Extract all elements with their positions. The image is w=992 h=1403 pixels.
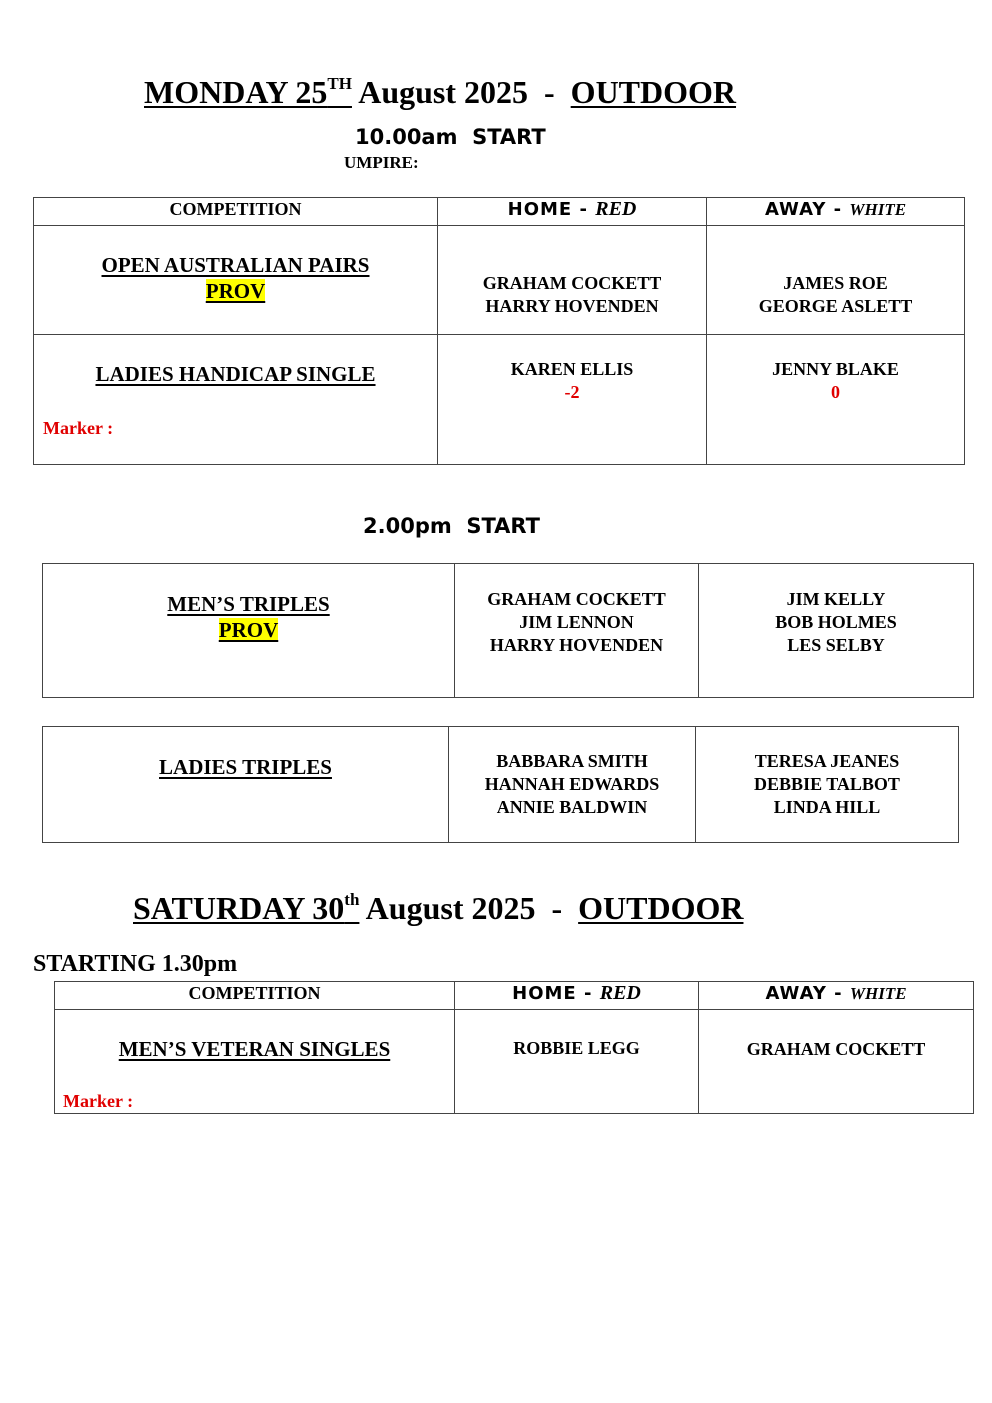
home-cell (438, 226, 707, 335)
player-name: KAREN ELLIS (510, 359, 634, 379)
away-header: AWAY - WHITE (707, 198, 965, 226)
player-name: JAMES ROE (783, 273, 888, 293)
competition-name: LADIES HANDICAP SINGLE (95, 362, 376, 386)
player-name: HANNAH EDWARDS (484, 774, 660, 794)
competition-header: COMPETITION (55, 982, 455, 1010)
competition-name: LADIES TRIPLES (159, 755, 332, 779)
player-name: JIM LENNON (519, 612, 634, 632)
table-row (43, 727, 959, 843)
home-cell (449, 727, 696, 843)
competition-cell (43, 727, 449, 843)
away-cell (707, 226, 965, 335)
umpire-label: UMPIRE: (344, 153, 419, 172)
table-row (55, 1010, 974, 1114)
prov-badge: PROV (205, 279, 266, 303)
away-cell (707, 335, 965, 465)
away-cell (699, 1010, 974, 1114)
session1-table (33, 197, 965, 465)
competition-name: OPEN AUSTRALIAN PAIRS (101, 253, 370, 277)
saturday-title: SATURDAY 30th August 2025 - OUTDOOR (133, 890, 744, 926)
player-name: GEORGE ASLETT (758, 296, 913, 316)
mens-triples-table (42, 563, 974, 698)
table-header-row (55, 982, 974, 1010)
player-name: LES SELBY (787, 635, 885, 655)
handicap-value: 0 (831, 382, 840, 402)
session2-start-time: 2.00pm START (363, 514, 540, 538)
competition-name: MEN’S VETERAN SINGLES (118, 1037, 391, 1061)
player-name: TERESA JEANES (754, 751, 900, 771)
player-name: JENNY BLAKE (772, 359, 899, 379)
player-name: ANNIE BALDWIN (496, 797, 648, 817)
home-header: HOME - RED (438, 198, 707, 226)
saturday-start-time: STARTING 1.30pm (33, 951, 238, 977)
competition-name: MEN’S TRIPLES (167, 592, 330, 616)
player-name: HARRY HOVENDEN (485, 296, 659, 316)
player-name: JIM KELLY (786, 589, 886, 609)
table-header-row (34, 198, 965, 226)
away-cell (696, 727, 959, 843)
player-name: GRAHAM COCKETT (746, 1039, 926, 1059)
home-header: HOME - RED (455, 982, 699, 1010)
away-cell (699, 564, 974, 698)
saturday-table (54, 981, 974, 1114)
player-name: BOB HOLMES (775, 612, 897, 632)
home-cell (455, 1010, 699, 1114)
session1-start-time: 10.00am START (355, 125, 546, 149)
player-name: BABBARA SMITH (496, 751, 648, 771)
home-cell (455, 564, 699, 698)
marker-label: Marker : (63, 1091, 134, 1111)
table-row (43, 564, 974, 698)
player-name: HARRY HOVENDEN (489, 635, 664, 655)
marker-label: Marker : (43, 418, 114, 438)
away-header: AWAY - WHITE (699, 982, 974, 1010)
monday-title: MONDAY 25TH August 2025 - OUTDOOR (144, 74, 737, 110)
competition-cell (34, 226, 438, 335)
player-name: DEBBIE TALBOT (754, 774, 900, 794)
player-name: GRAHAM COCKETT (482, 273, 662, 293)
player-name: ROBBIE LEGG (513, 1038, 640, 1058)
player-name: GRAHAM COCKETT (487, 589, 666, 609)
prov-badge: PROV (218, 618, 279, 642)
competition-cell (43, 564, 455, 698)
player-name: LINDA HILL (773, 797, 881, 817)
table-row (34, 226, 965, 335)
ladies-triples-table (42, 726, 959, 843)
competition-header: COMPETITION (34, 198, 438, 226)
table-row (34, 335, 965, 465)
handicap-value: -2 (564, 382, 580, 402)
competition-cell (55, 1010, 455, 1114)
competition-cell (34, 335, 438, 465)
home-cell (438, 335, 707, 465)
